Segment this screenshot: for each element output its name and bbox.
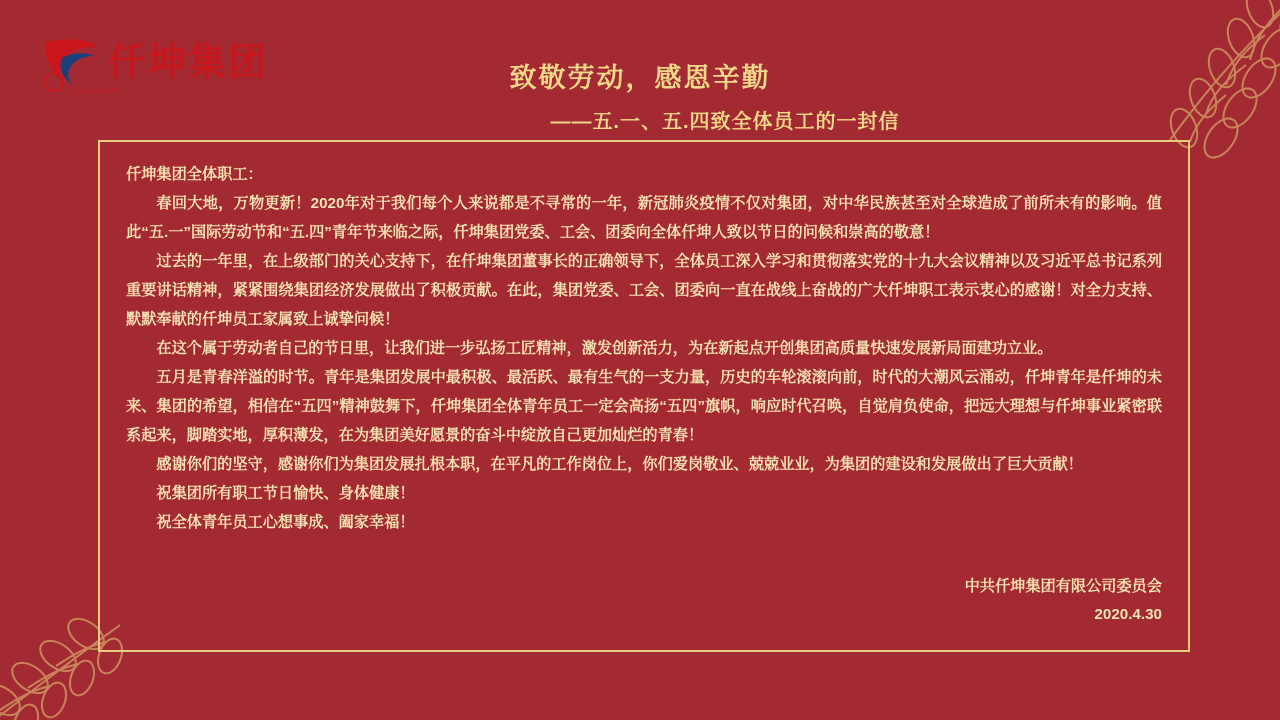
letter-body [126, 160, 1162, 629]
signature-date: 2020.4.30 [1094, 606, 1162, 623]
letter-paragraph: 在这个属于劳动者自己的节日里，让我们进一步弘扬工匠精神，激发创新活力，为在新起点开创集团高质量快速发展新局面建功立业。 [156, 340, 1053, 357]
page-subtitle: ——五.一、五.四致全体员工的一封信 [550, 111, 900, 133]
letter-paragraph: 过去的一年里，在上级部门的关心支持下，在仟坤集团董事长的正确领导下，全体员工深入学习和贯彻落实党的十九大会议精神以及习近平总书记系列重要讲话精神，紧紧围绕集团经济发展做出了积极贡献。在此，集团党委、工会、团委向一直在战线上奋战的广大仟坤职工表示衷心的感谢！对全力支持、默默奉献的仟坤员工家属致上诚挚问候！ [126, 253, 1162, 328]
page-header [0, 0, 1280, 140]
logo-text: 仟坤集团 [108, 40, 269, 84]
letter-paragraph: 祝集团所有职工节日愉快、身体健康！ [156, 485, 415, 502]
letter-paragraph: 祝全体青年员工心想事成、阖家幸福！ [156, 514, 415, 531]
letter-signature [126, 573, 1162, 629]
letter-salutation: 仟坤集团全体职工： [126, 166, 263, 183]
page-title: 致敬劳动，感恩辛勤 [509, 63, 771, 93]
letter-paragraph: 春回大地，万物更新！2020年对于我们每个人来说都是不寻常的一年，新冠肺炎疫情不仅对集团，对中华民族甚至对全球造成了前所未有的影响。值此“五.一”国际劳动节和“五.四”青年节来临之际，仟坤集团党委、工会、团委向全体仟坤人致以节日的问候和崇高的敬意！ [126, 195, 1162, 241]
letter-paragraph: 感谢你们的坚守，感谢你们为集团发展扎根本职，在平凡的工作岗位上，你们爱岗敬业、兢兢业业，为集团的建设和发展做出了巨大贡献！ [156, 456, 1083, 473]
letter-panel [98, 140, 1190, 652]
signature-organization: 中共仟坤集团有限公司委员会 [964, 578, 1162, 595]
letter-paragraph: 五月是青春洋溢的时节。青年是集团发展中最积极、最活跃、最有生气的一支力量，历史的车轮滚滚向前，时代的大潮风云涌动，仟坤青年是仟坤的未来、集团的希望，相信在“五四”精神鼓舞下，仟坤集团全体青年员工一定会高扬“五四”旗帜，响应时代召唤，自觉肩负使命，把远大理想与仟坤事业紧密联系起来，脚踏实地，厚积薄发，在为集团美好愿景的奋斗中绽放自己更加灿烂的青春！ [126, 369, 1162, 444]
logo-pinyin: QIANKUN [74, 86, 123, 96]
